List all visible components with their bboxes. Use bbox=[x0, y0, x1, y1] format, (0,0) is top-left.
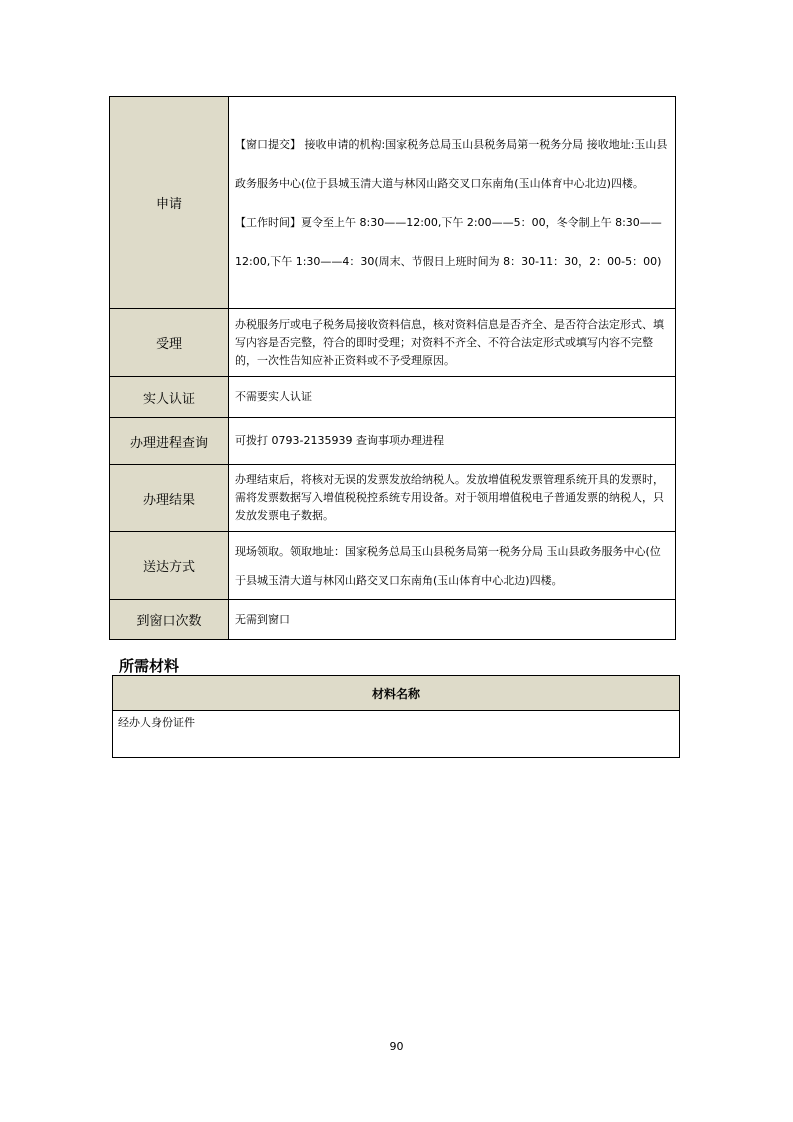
row-label-real-name: 实人认证 bbox=[110, 377, 229, 418]
row-label-query: 办理进程查询 bbox=[110, 418, 229, 465]
row-label-result: 办理结果 bbox=[110, 465, 229, 532]
table-row bbox=[110, 600, 676, 640]
table-row bbox=[110, 309, 676, 377]
materials-header-row bbox=[113, 676, 680, 711]
materials-section-title: 所需材料 bbox=[119, 657, 180, 675]
row-value-delivery: 现场领取。领取地址：国家税务总局玉山县税务局第一税务分局 玉山县政务服务中心(位于县城玉清大道与林冈山路交叉口东南角(玉山体育中心北边)四楼。 bbox=[229, 532, 676, 600]
row-value-accept: 办税服务厅或电子税务局接收资料信息，核对资料信息是否齐全、是否符合法定形式、填写内容是否完整，符合的即时受理；对资料不齐全、不符合法定形式或填写内容不完整的，一次性告知应补正资料或不予受理原因。 bbox=[229, 309, 676, 377]
table-row bbox=[113, 711, 680, 758]
materials-column-header: 材料名称 bbox=[113, 676, 680, 711]
service-info-table bbox=[109, 96, 676, 640]
row-value-query: 可拨打 0793-2135939 查询事项办理进程 bbox=[229, 418, 676, 465]
table-row bbox=[110, 377, 676, 418]
row-value-visits: 无需到窗口 bbox=[229, 600, 676, 640]
row-label-accept: 受理 bbox=[110, 309, 229, 377]
table-row bbox=[110, 532, 676, 600]
materials-table bbox=[112, 675, 680, 758]
row-value-apply: 【窗口提交】 接收申请的机构:国家税务总局玉山县税务局第一税务分局 接收地址:玉山县政务服务中心(位于县城玉清大道与林冈山路交叉口东南角(玉山体育中心北边)四楼。 【工作时间】夏令至上午 8:30——12:00,下午 2:00——5：00，冬令制上午 8:30——12:00,下午 1:30——4：30(周末、节假日上班时间为 8：30-11：30，2：00-5：00) bbox=[229, 97, 676, 309]
table-row bbox=[110, 418, 676, 465]
row-label-visits: 到窗口次数 bbox=[110, 600, 229, 640]
table-row bbox=[110, 97, 676, 309]
table-row bbox=[110, 465, 676, 532]
row-value-result: 办理结束后，将核对无误的发票发放给纳税人。发放增值税发票管理系统开具的发票时，需将发票数据写入增值税税控系统专用设备。对于领用增值税电子普通发票的纳税人，只发放发票电子数据。 bbox=[229, 465, 676, 532]
row-value-real-name: 不需要实人认证 bbox=[229, 377, 676, 418]
row-label-apply: 申请 bbox=[110, 97, 229, 309]
page-number: 90 bbox=[389, 1040, 404, 1053]
material-item: 经办人身份证件 bbox=[113, 711, 680, 758]
row-label-delivery: 送达方式 bbox=[110, 532, 229, 600]
